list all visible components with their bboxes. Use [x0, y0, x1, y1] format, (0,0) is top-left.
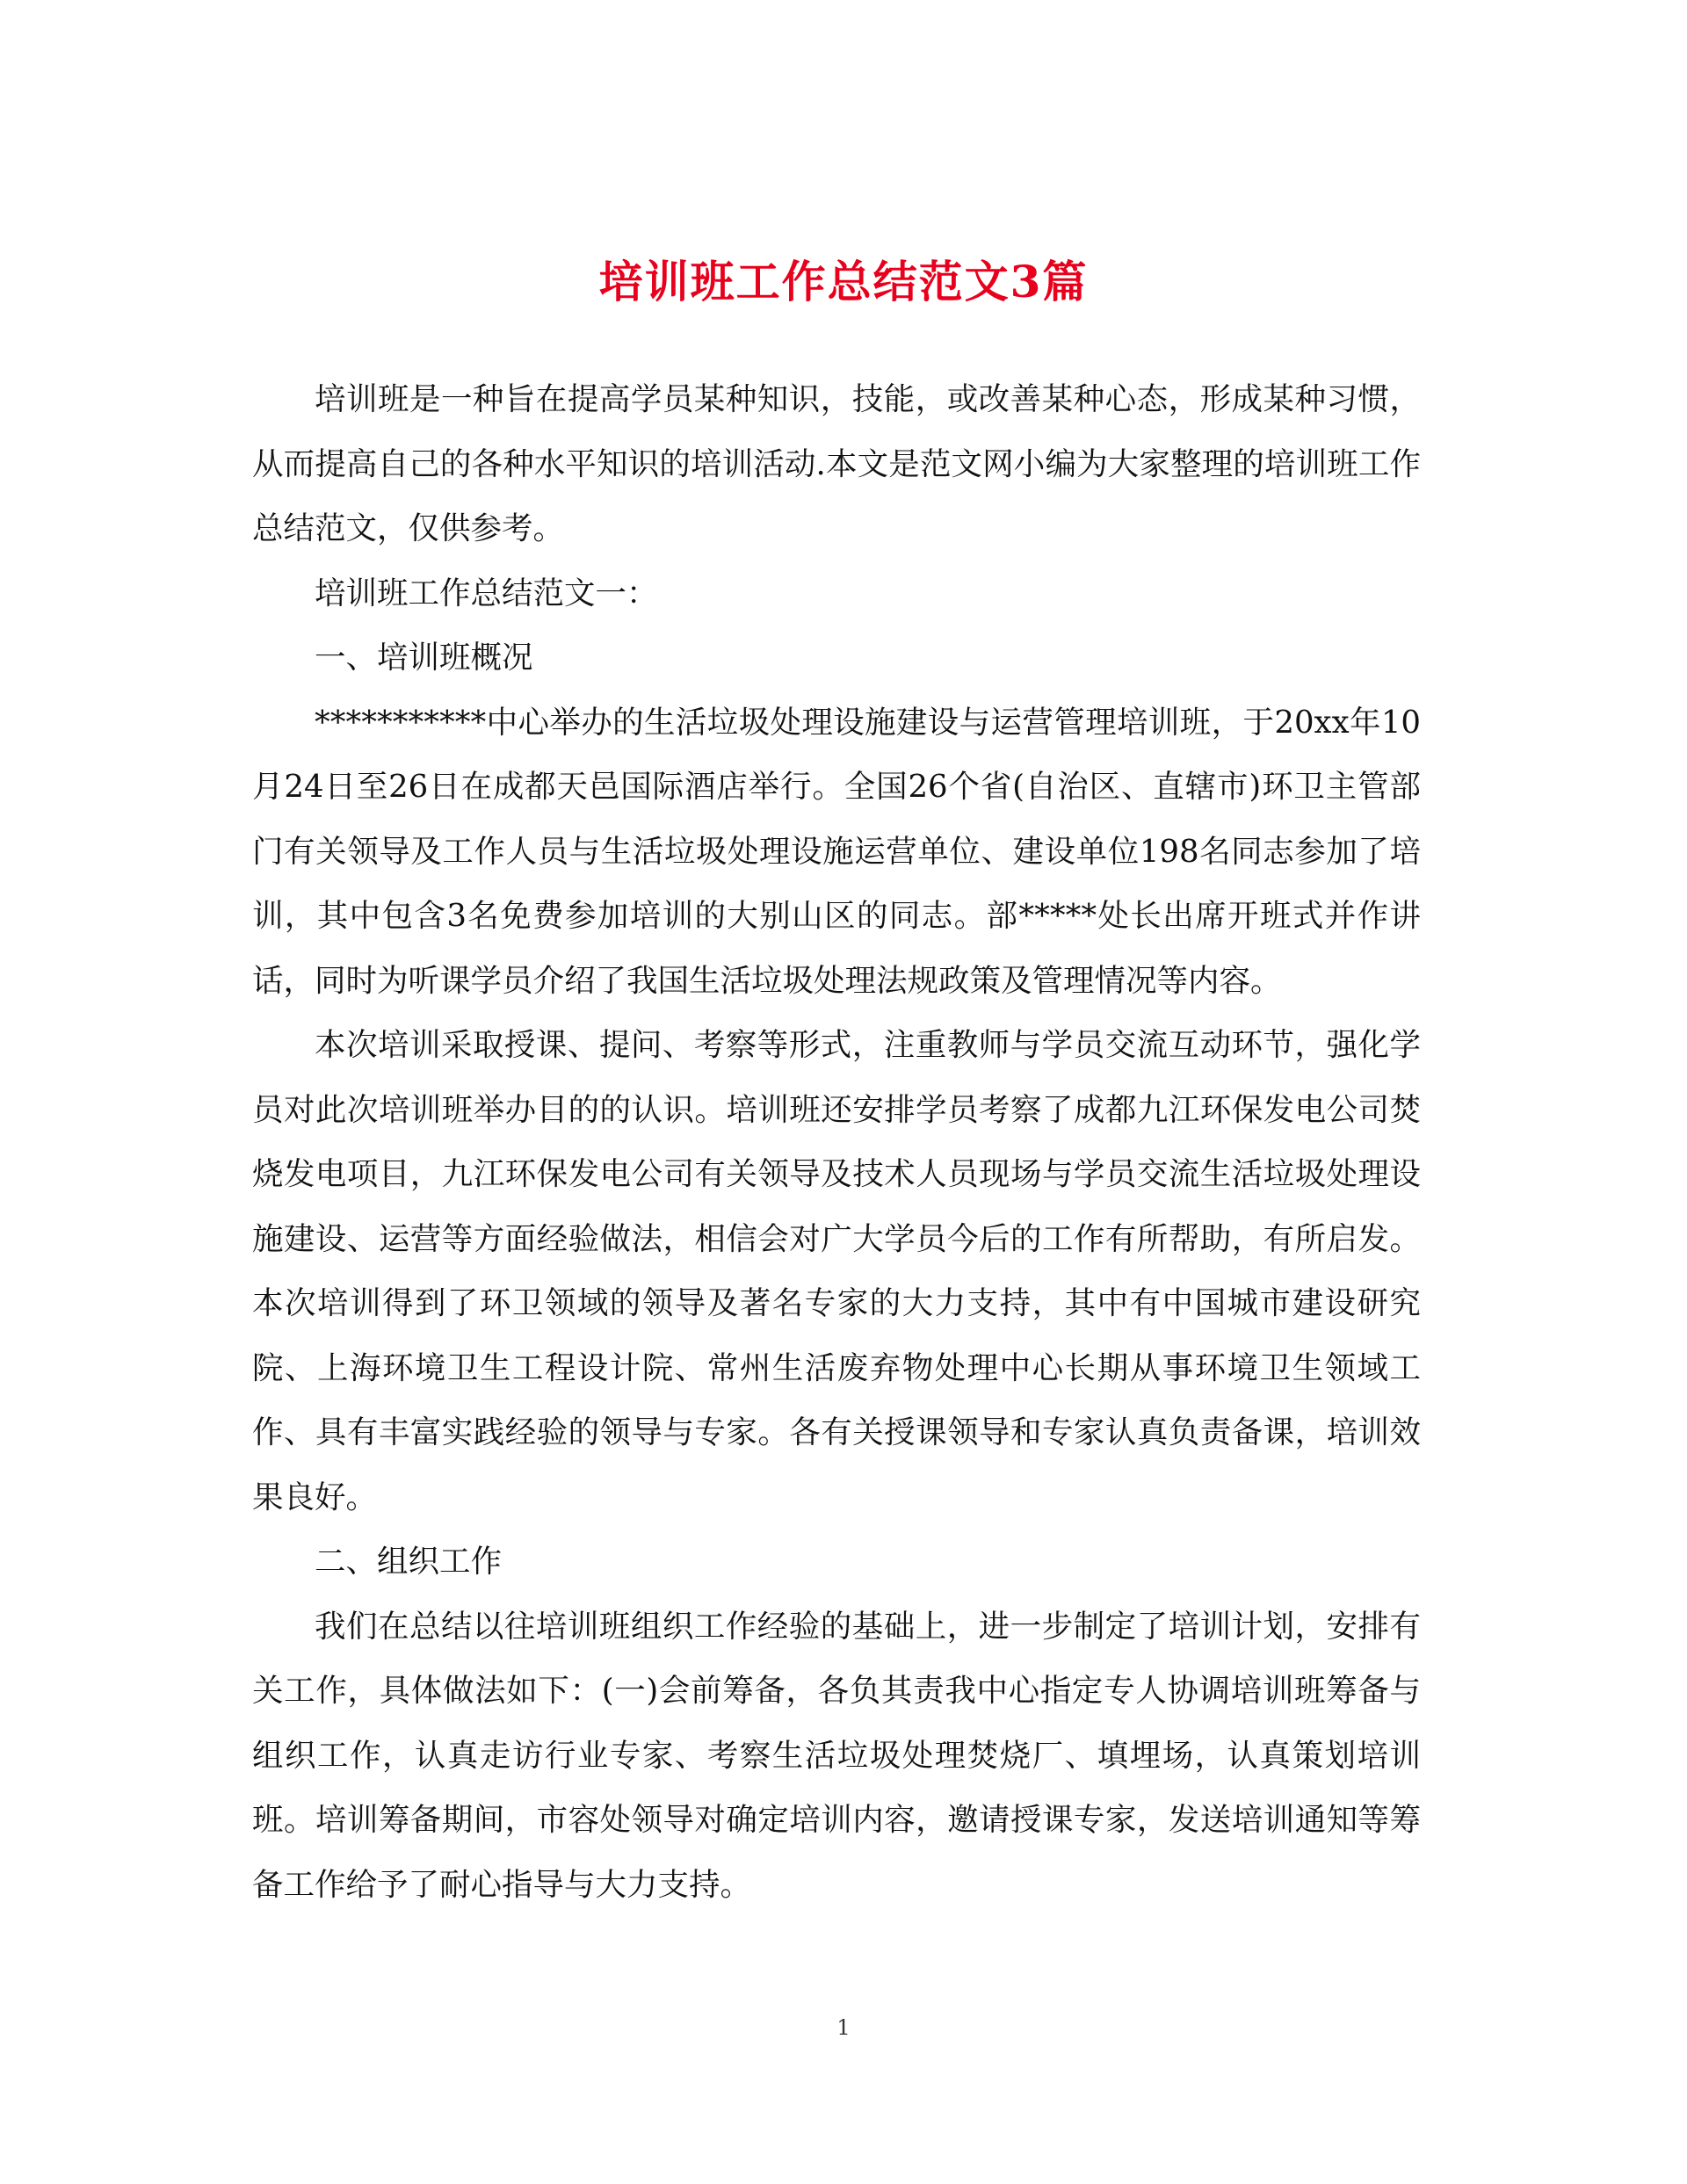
organization-paragraph: 我们在总结以往培训班组织工作经验的基础上，进一步制定了培训计划，安排有关工作，具体做法如下：(一)会前筹备，各负其责我中心指定专人协调培训班筹备与组织工作，认真走访行业专家、考察生活垃圾处理焚烧厂、填埋场，认真策划培训班。培训筹备期间，市容处领导对确定培训内容，邀请授课专家，发送培训通知等筹备工作给予了耐心指导与大力支持。 [252, 1608, 1421, 1903]
page-number: 1 [836, 2015, 851, 2040]
intro-paragraph: 培训班是一种旨在提高学员某种知识，技能，或改善某种心态，形成某种习惯，从而提高自己的各种水平知识的培训活动.本文是范文网小编为大家整理的培训班工作总结范文，仅供参考。 [252, 381, 1421, 546]
section-heading-sample-one: 培训班工作总结范文一： [315, 575, 658, 611]
training-method-paragraph: 本次培训采取授课、提问、考察等形式，注重教师与学员交流互动环节，强化学员对此次培训班举办目的的认识。培训班还安排学员考察了成都九江环保发电公司焚烧发电项目，九江环保发电公司有关领导及技术人员现场与学员交流生活垃圾处理设施建设、运营等方面经验做法，相信会对广大学员今后的工作有所帮助，有所启发。 本次培训得到了环卫领域的领导及著名专家的大力支持，其中有中国城市建设研究院、上海环境卫生工程设计院、常州生活废弃物处理中心长期从事环境卫生领域工作、具有丰富实践经验的领导与专家。各有关授课领导和专家认真负责备课，培训效果良好。 [252, 1027, 1421, 1515]
document-body [252, 367, 1421, 1917]
section-heading-overview: 一、培训班概况 [315, 640, 533, 676]
section-heading-organization: 二、组织工作 [315, 1544, 503, 1580]
overview-paragraph: ***********中心举办的生活垃圾处理设施建设与运营管理培训班，于20xx年10月24日至26日在成都天邑国际酒店举行。全国26个省(自治区、直辖市)环卫主管部门有关领导及工作人员与生活垃圾处理设施运营单位、建设单位198名同志参加了培训，其中包含3名免费参加培训的大别山区的同志。部*****处长出席开班式并作讲话，同时为听课学员介绍了我国生活垃圾处理法规政策及管理情况等内容。 [252, 704, 1421, 999]
document-title: 培训班工作总结范文3篇 [598, 255, 1089, 307]
